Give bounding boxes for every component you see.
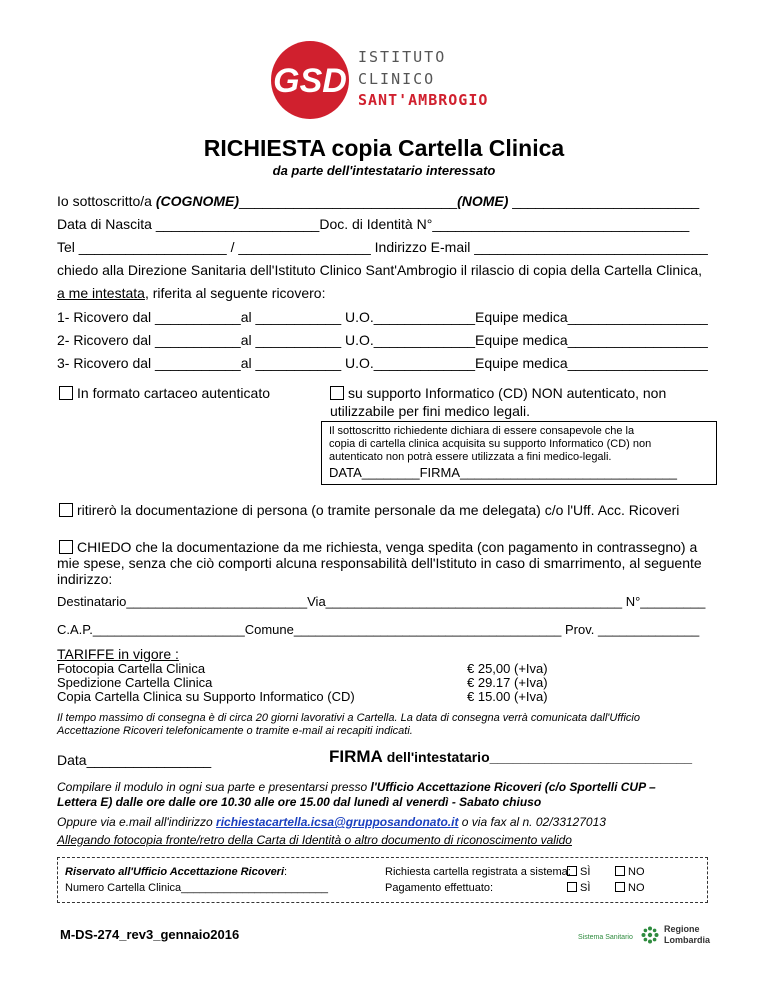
checkbox-cd[interactable] xyxy=(330,386,344,400)
regione-text: Regione xyxy=(664,924,700,934)
lombardia-rose-icon xyxy=(640,925,660,945)
riservato-colon: : xyxy=(284,866,288,878)
logo-line2: CLINICO xyxy=(358,70,436,88)
email-line xyxy=(57,815,606,829)
label-cartaceo: In formato cartaceo autenticato xyxy=(77,385,270,401)
tariffa-label-2: Spedizione Cartella Clinica xyxy=(57,675,213,690)
logo-mark-text: GSD xyxy=(273,62,347,100)
logo-line3: SANT'AMBROGIO xyxy=(358,91,489,109)
label-firma-intestatario: dell'intestatario__________________________ xyxy=(382,749,693,765)
label-no: NO xyxy=(628,866,645,878)
row-nascita-documento[interactable]: Data di Nascita _____________________Doc. di Identità N°_________________________________ xyxy=(57,216,690,232)
option-pagamento-no[interactable] xyxy=(615,882,645,894)
label-si: SÌ xyxy=(580,866,591,878)
compilare-text-1a: Compilare il modulo in ogni sua parte e presentarsi presso xyxy=(57,780,371,794)
tariffa-price-1: € 25,00 (+Iva) xyxy=(467,661,548,676)
field-nome[interactable]: ________________________ xyxy=(512,193,700,209)
email-text-2: o via fax al n. 02/33127013 xyxy=(458,815,606,829)
option-cartaceo[interactable] xyxy=(59,385,270,401)
row-ricovero-2[interactable]: 2- Ricovero dal ___________al ___________ U.O._____________Equipe medica__________________ xyxy=(57,332,708,348)
label-nome: (NOME) xyxy=(457,193,509,209)
option-cd[interactable] xyxy=(330,385,666,401)
declaration-line-2: copia di cartella clinica acquisita su supporto Informatico (CD) non xyxy=(329,438,652,450)
label-spedizione-1: CHIEDO che la documentazione da me richiesta, venga spedita (con pagamento in contrassegno) a xyxy=(77,539,698,555)
checkbox-ritiro[interactable] xyxy=(59,503,73,517)
text-ricovero: , riferita al seguente ricovero: xyxy=(144,285,326,301)
allegando-line: Allegando fotocopia fronte/retro della Carta di Identità o altro documento di riconoscimento valido xyxy=(57,833,572,847)
riservato-box xyxy=(57,857,708,903)
declaration-box xyxy=(321,421,717,485)
text-intestata: a me intestata xyxy=(57,285,145,301)
riservato-title-row xyxy=(65,866,287,878)
tariffa-price-3: € 15.00 (+Iva) xyxy=(467,689,548,704)
document-code: M-DS-274_rev3_gennaio2016 xyxy=(60,927,240,942)
label-registrata: Richiesta cartella registrata a sistema: xyxy=(385,866,571,878)
compilare-text-1b: l'Ufficio Accettazione Ricoveri (c/o Sportelli CUP – xyxy=(370,780,656,794)
option-registrata-si[interactable] xyxy=(567,866,590,878)
checkbox-spedizione[interactable] xyxy=(59,540,73,554)
regione-lombardia-logo xyxy=(574,916,710,954)
compilare-line-1 xyxy=(57,780,656,794)
row-richiesta: chiedo alla Direzione Sanitaria dell'Istituto Clinico Sant'Ambrogio il rilascio di copia della Cartella Clinica, xyxy=(57,262,702,278)
page-title: RICHIESTA copia Cartella Clinica xyxy=(203,135,565,161)
sistema-sanitario-text: Sistema Sanitario xyxy=(578,934,633,941)
label-ritiro: ritirerò la documentazione di persona (o tramite personale da me delegata) c/o l'Uff. Acc. Ricoveri xyxy=(77,502,680,518)
field-data[interactable]: Data________________ xyxy=(57,752,212,768)
label-si: SÌ xyxy=(580,882,591,894)
field-cognome[interactable]: ____________________________ xyxy=(239,193,458,209)
row-ricovero-3[interactable]: 3- Ricovero dal ___________al ___________ U.O._____________Equipe medica__________________ xyxy=(57,355,708,371)
note-line-1: Il tempo massimo di consegna è di circa 20 giorni lavorativi a Cartella. La data di consegna verrà comunicata dall'Ufficio xyxy=(57,712,640,724)
tariffa-label-1: Fotocopia Cartella Clinica xyxy=(57,661,206,676)
numero-cartella[interactable]: Numero Cartella Clinica________________________ xyxy=(65,882,328,894)
email-link[interactable]: richiestacartella.icsa@grupposandonato.it xyxy=(216,815,459,829)
option-pagamento-si[interactable] xyxy=(567,882,590,894)
option-spedizione[interactable] xyxy=(59,539,697,555)
label-firma: FIRMA xyxy=(329,747,383,766)
row-cap-comune[interactable]: C.A.P._____________________Comune_____________________________________ Prov. ______________ xyxy=(57,622,700,637)
declaration-line-1: Il sottoscritto richiedente dichiara di essere consapevole che la xyxy=(329,425,635,437)
checkbox-registrata-si[interactable] xyxy=(567,866,577,876)
page-subtitle: da parte dell'intestatario interessato xyxy=(272,163,496,178)
label-cognome: (COGNOME) xyxy=(155,193,240,209)
label-pagamento: Pagamento effettuato: xyxy=(385,882,494,894)
tariffa-price-2: € 29.17 (+Iva) xyxy=(467,675,548,690)
tariffa-label-3: Copia Cartella Clinica su Supporto Informatico (CD) xyxy=(57,689,355,704)
label-spedizione-2: mie spese, senza che ciò comporti alcuna responsabilità dell'Istituto in caso di smarrimento, al seguente xyxy=(57,555,702,571)
compilare-line-2: Lettera E) dalle ore dalle ore 10.30 alle ore 15.00 dal lunedì al venerdì - Sabato chiuso xyxy=(57,795,542,809)
checkbox-cartaceo[interactable] xyxy=(59,386,73,400)
option-registrata-no[interactable] xyxy=(615,866,645,878)
row-ricovero-1[interactable]: 1- Ricovero dal ___________al ___________ U.O._____________Equipe medica__________________ xyxy=(57,309,708,325)
logo-mark-icon xyxy=(270,40,350,120)
row-tel-email[interactable]: Tel ___________________ / _________________ Indirizzo E-mail ______________________________ xyxy=(57,239,708,255)
tariffe-heading: TARIFFE in vigore : xyxy=(57,646,179,662)
declaration-data-firma[interactable]: DATA________FIRMA______________________________ xyxy=(329,465,677,480)
label-spedizione-3: indirizzo: xyxy=(57,571,113,587)
declaration-line-3: autenticato non potrà essere utilizzata a fini medico-legali. xyxy=(329,451,612,463)
checkbox-pagamento-no[interactable] xyxy=(615,882,625,892)
logo xyxy=(270,40,520,120)
option-ritiro[interactable] xyxy=(59,502,679,518)
row-intestata xyxy=(57,285,325,301)
logo-line1: ISTITUTO xyxy=(358,48,447,66)
row-cognome-nome xyxy=(57,193,699,209)
lombardia-text: Lombardia xyxy=(664,935,711,945)
checkbox-pagamento-si[interactable] xyxy=(567,882,577,892)
firma-intestatario[interactable] xyxy=(329,747,692,767)
label-sottoscritto: Io sottoscritto/a xyxy=(57,193,152,209)
riservato-title: Riservato all'Ufficio Accettazione Ricoveri xyxy=(65,866,285,878)
label-cd-1: su supporto Informatico (CD) NON autenticato, non xyxy=(348,385,667,401)
note-line-2: Accettazione Ricoveri telefonicamente o tramite e-mail ai recapiti indicati. xyxy=(57,725,413,737)
row-destinatario[interactable]: Destinatario_________________________Via_________________________________________ N°_________ xyxy=(57,594,706,609)
label-cd-2: utilizzabile per fini medico legali. xyxy=(330,403,530,419)
label-no: NO xyxy=(628,882,645,894)
email-text-1: Oppure via e.mail all'indirizzo xyxy=(57,815,217,829)
checkbox-registrata-no[interactable] xyxy=(615,866,625,876)
